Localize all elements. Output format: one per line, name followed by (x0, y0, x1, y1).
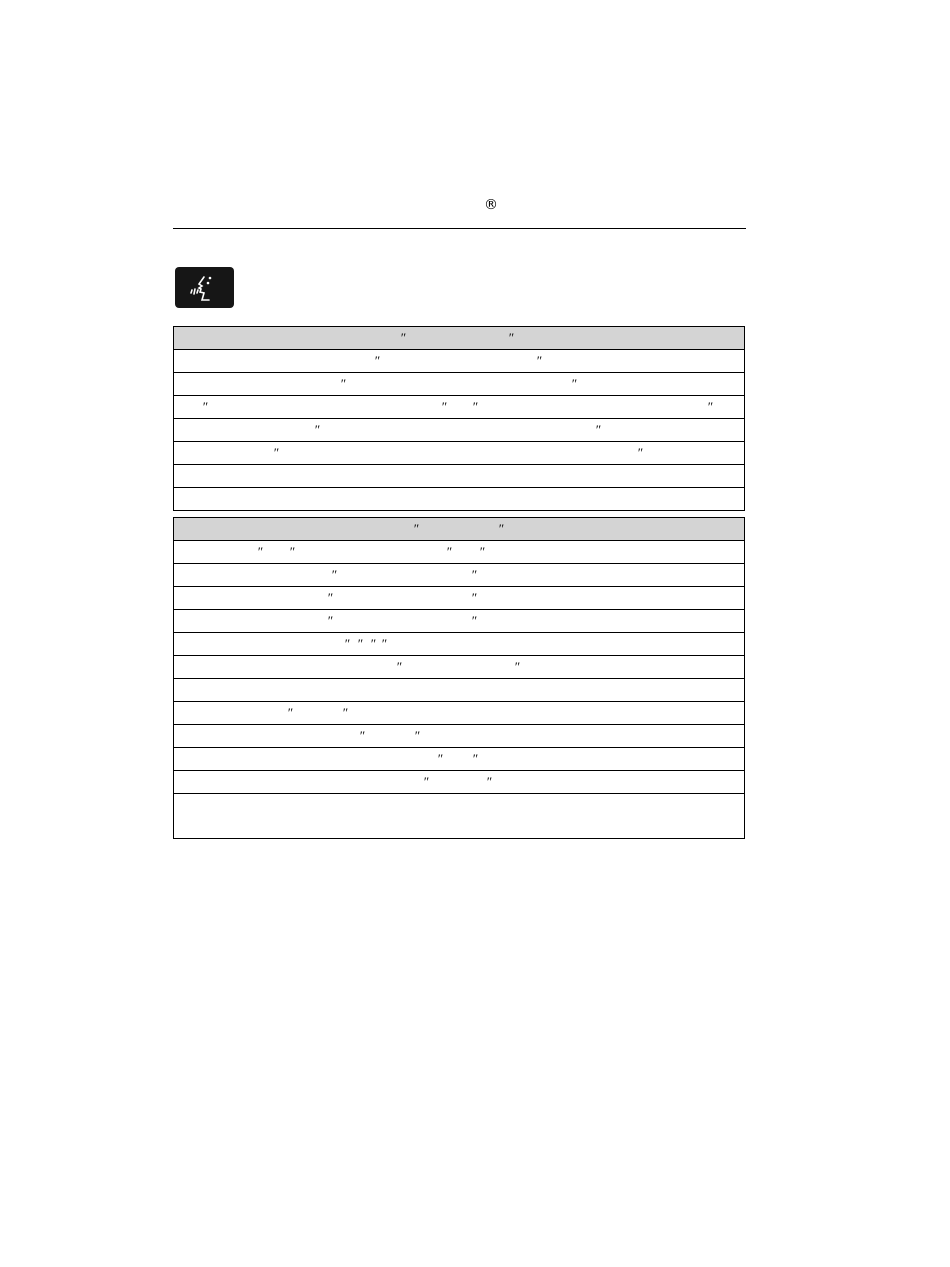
quote-mark: ″ (441, 399, 447, 414)
quote-mark: ″ (314, 422, 320, 437)
table-row (174, 610, 744, 633)
table-row (174, 396, 744, 419)
table-row (174, 656, 744, 679)
header-rule (173, 228, 746, 229)
quote-mark: ″ (707, 399, 713, 414)
quote-mark: ″ (472, 751, 478, 766)
quote-mark: ″ (508, 330, 514, 345)
quote-mark: ″ (331, 567, 337, 582)
table-row (174, 465, 744, 488)
quote-mark: ″ (571, 376, 577, 391)
table-header-row (174, 518, 744, 541)
quote-mark: ″ (479, 544, 485, 559)
quote-mark: ″ (413, 521, 419, 536)
quote-mark: ″ (396, 659, 402, 674)
table-row (174, 587, 744, 610)
voice-command-icon (175, 267, 234, 308)
command-table-1 (173, 326, 745, 511)
table-row (174, 679, 744, 702)
quote-mark: ″ (287, 705, 293, 720)
quote-mark: ″ (437, 751, 443, 766)
table-row (174, 350, 744, 373)
quote-mark: ″ (486, 774, 492, 789)
registered-trademark-symbol: ® (484, 197, 498, 213)
quote-mark: ″ (471, 613, 477, 628)
quote-mark: ″ (595, 422, 601, 437)
quote-mark: ″ (202, 399, 208, 414)
table-row (174, 541, 744, 564)
table-row (174, 633, 744, 656)
table-row (174, 702, 744, 725)
quote-mark: ″ (273, 445, 279, 460)
quote-mark: ″ (327, 613, 333, 628)
table-row (174, 748, 744, 771)
quote-mark: ″ (471, 590, 477, 605)
quote-mark: ″ (381, 636, 387, 651)
quote-mark: ″ (400, 330, 406, 345)
table-row (174, 373, 744, 396)
quote-mark: ″ (344, 636, 350, 651)
table-row (174, 419, 744, 442)
table-row (174, 488, 744, 510)
table-header-row (174, 327, 744, 350)
quote-mark: ″ (374, 353, 380, 368)
quote-mark: ″ (536, 353, 542, 368)
quote-mark: ″ (357, 636, 363, 651)
quote-mark: ″ (257, 544, 263, 559)
quote-mark: ″ (342, 705, 348, 720)
quote-mark: ″ (370, 636, 376, 651)
quote-mark: ″ (340, 376, 346, 391)
quote-mark: ″ (514, 659, 520, 674)
table-row (174, 442, 744, 465)
table-row (174, 771, 744, 794)
table-row (174, 794, 744, 838)
quote-mark: ″ (637, 445, 643, 460)
quote-mark: ″ (423, 774, 429, 789)
quote-mark: ″ (414, 728, 420, 743)
table-row (174, 564, 744, 587)
command-table-2 (173, 517, 745, 839)
quote-mark: ″ (498, 521, 504, 536)
quote-mark: ″ (471, 567, 477, 582)
quote-mark: ″ (472, 399, 478, 414)
quote-mark: ″ (327, 590, 333, 605)
quote-mark: ″ (359, 728, 365, 743)
table-row (174, 725, 744, 748)
quote-mark: ″ (289, 544, 295, 559)
quote-mark: ″ (446, 544, 452, 559)
